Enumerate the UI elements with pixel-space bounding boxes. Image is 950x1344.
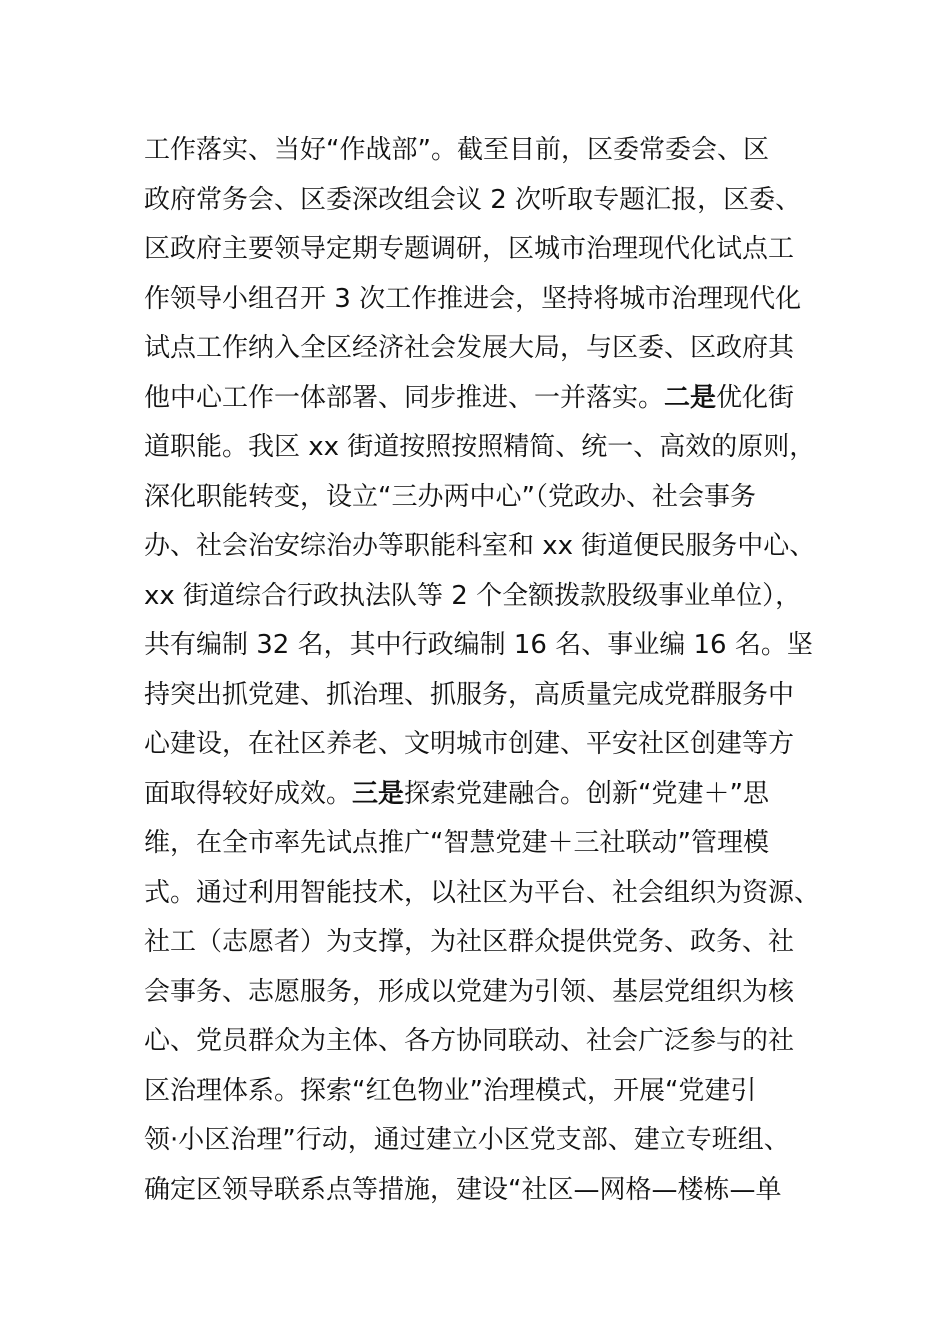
- text-line-12: 持突出抓党建、抓治理、抓服务，高质量完成党群服务中: [144, 679, 795, 710]
- text-line-4: 作领导小组召开 3 次工作推进会，坚持将城市治理现代化: [144, 283, 802, 314]
- text-line-14: 面取得较好成效。三是探索党建融合。创新“党建＋”思: [144, 778, 769, 809]
- text-line-15: 维，在全市率先试点推广“智慧党建＋三社联动”管理模: [144, 828, 769, 858]
- text-line-20: 区治理体系。探索“红色物业”治理模式，开展“党建引: [144, 1075, 757, 1106]
- body-text: [144, 126, 824, 1215]
- text-line-8: 深化职能转变，设立“三办两中心”（党政办、社会事务: [144, 481, 756, 512]
- text-line-22: 确定区领导联系点等措施，建设“社区—网格—楼栋—单: [144, 1174, 782, 1205]
- text-line-3: 区政府主要领导定期专题调研，区城市治理现代化试点工: [144, 234, 795, 264]
- text-line-7: 道职能。我区 xx 街道按照按照精简、统一、高效的原则，: [144, 432, 816, 462]
- text-line-2: 政府常务会、区委深改组会议 2 次听取专题汇报，区委、: [144, 184, 802, 215]
- lead-phrase-2: 二是: [664, 382, 717, 413]
- text-line-21: 领·小区治理”行动，通过建立小区党支部、建立专班组、: [144, 1125, 790, 1155]
- text-line-11: 共有编制 32 名，其中行政编制 16 名、事业编 16 名。坚: [144, 630, 813, 660]
- text-line-1: 工作落实、当好“作战部”。截至目前，区委常委会、区: [144, 135, 769, 165]
- text-line-6: 他中心工作一体部署、同步推进、一并落实。二是优化街: [144, 382, 795, 413]
- text-line-9: 办、社会治安综治办等职能科室和 xx 街道便民服务中心、: [144, 531, 816, 561]
- text-line-16: 式。通过利用智能技术，以社区为平台、社会组织为资源、: [144, 877, 821, 908]
- text-line-18: 会事务、志愿服务，形成以党建为引领、基层党组织为核: [144, 976, 795, 1007]
- text-line-17: 社工（志愿者）为支撑，为社区群众提供党务、政务、社: [144, 927, 795, 957]
- text-line-5: 试点工作纳入全区经济社会发展大局，与区委、区政府其: [144, 333, 795, 363]
- text-line-13: 心建设，在社区养老、文明城市创建、平安社区创建等方: [144, 729, 795, 759]
- lead-phrase-3: 三是: [352, 778, 405, 809]
- text-line-10: xx 街道综合行政执法队等 2 个全额拨款股级事业单位），: [144, 580, 802, 611]
- text-line-19: 心、党员群众为主体、各方协同联动、社会广泛参与的社: [144, 1026, 795, 1056]
